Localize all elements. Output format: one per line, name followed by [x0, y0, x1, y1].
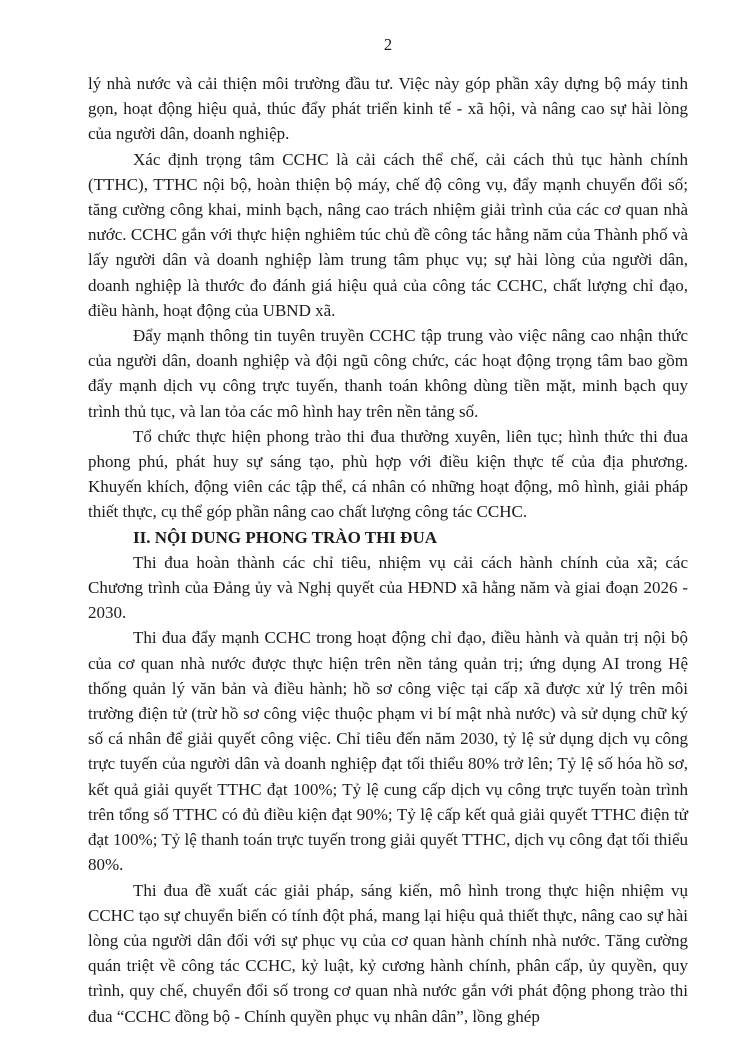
paragraph: Đẩy mạnh thông tin tuyên truyền CCHC tập trung vào việc nâng cao nhận thức của người dân, doanh nghiệp và đội ngũ công chức, các hoạt động trọng tâm bao gồm đẩy mạnh dịch vụ công trực tuyến, thanh toán không dùng tiền mặt, minh bạch quy trình thủ tục, và lan tỏa các mô hình hay trên nền tảng số.	[88, 326, 688, 421]
section-heading: II. NỘI DUNG PHONG TRÀO THI ĐUA	[133, 527, 437, 547]
page-number: 2	[383, 35, 393, 54]
document-body	[88, 71, 688, 1029]
paragraph: Thi đua đề xuất các giải pháp, sáng kiến, mô hình trong thực hiện nhiệm vụ CCHC tạo sự chuyển biến có tính đột phá, mang lại hiệu quả thiết thực, nâng cao sự hài lòng của người dân đối với sự phục vụ của cơ quan hành chính nhà nước. Tăng cường quán triệt về công tác CCHC, kỷ luật, kỷ cương hành chính, phân cấp, ủy quyền, quy trình, quy chế, chuyển đổi số trong cơ quan nhà nước gắn với phát động phong trào thi đua “CCHC đồng bộ - Chính quyền phục vụ nhân dân”, lồng ghép	[88, 880, 688, 1026]
paragraph: Tổ chức thực hiện phong trào thi đua thường xuyên, liên tục; hình thức thi đua phong phú, phát huy sự sáng tạo, phù hợp với điều kiện thực tế của địa phương. Khuyến khích, động viên các tập thể, cá nhân có những hoạt động, mô hình, giải pháp thiết thực, cụ thể góp phần nâng cao chất lượng công tác CCHC.	[88, 426, 688, 522]
paragraph: lý nhà nước và cải thiện môi trường đầu tư. Việc này góp phần xây dựng bộ máy tinh gọn, hoạt động hiệu quả, thúc đẩy phát triển kinh tế - xã hội, và nâng cao sự hài lòng của người dân, doanh nghiệp.	[88, 74, 688, 144]
paragraph: Thi đua đẩy mạnh CCHC trong hoạt động chỉ đạo, điều hành và quản trị nội bộ của cơ quan nhà nước được thực hiện trên nền tảng quản trị; ứng dụng AI trong Hệ thống quản lý văn bản và điều hành; hồ sơ công việc tại cấp xã được xử lý trên môi trường điện tử (trừ hồ sơ công việc thuộc phạm vi bí mật nhà nước) và sử dụng chữ ký số cá nhân để giải quyết công việc. Chỉ tiêu đến năm 2030, tỷ lệ sử dụng dịch vụ công trực tuyến của người dân và doanh nghiệp đạt tối thiểu 80% trở lên; Tỷ lệ số hóa hồ sơ, kết quả giải quyết TTHC đạt 100%; Tỷ lệ cung cấp dịch vụ công trực tuyến toàn trình trên tổng số TTHC có đủ điều kiện đạt 90%; Tỷ lệ cấp kết quả giải quyết TTHC điện tử đạt 100%; Tỷ lệ thanh toán trực tuyến trong giải quyết TTHC, dịch vụ công đạt tối thiểu 80%.	[88, 628, 688, 875]
paragraph: Xác định trọng tâm CCHC là cải cách thể chế, cải cách thủ tục hành chính (TTHC), TTHC nội bộ, hoàn thiện bộ máy, chế độ công vụ, đẩy mạnh chuyển đổi số; tăng cường công khai, minh bạch, nâng cao trách nhiệm giải trình của các cơ quan nhà nước. CCHC gắn với thực hiện nghiêm túc chủ đề công tác hằng năm của Thành phố và lấy người dân và doanh nghiệp làm trung tâm phục vụ; sự hài lòng của người dân, doanh nghiệp là thước đo đánh giá hiệu quả của công tác CCHC, chất lượng chỉ đạo, điều hành, hoạt động của UBND xã.	[88, 149, 688, 320]
paragraph: Thi đua hoàn thành các chỉ tiêu, nhiệm vụ cải cách hành chính của xã; các Chương trình của Đảng ủy và Nghị quyết của HĐND xã hằng năm và giai đoạn 2026 - 2030.	[88, 552, 688, 623]
